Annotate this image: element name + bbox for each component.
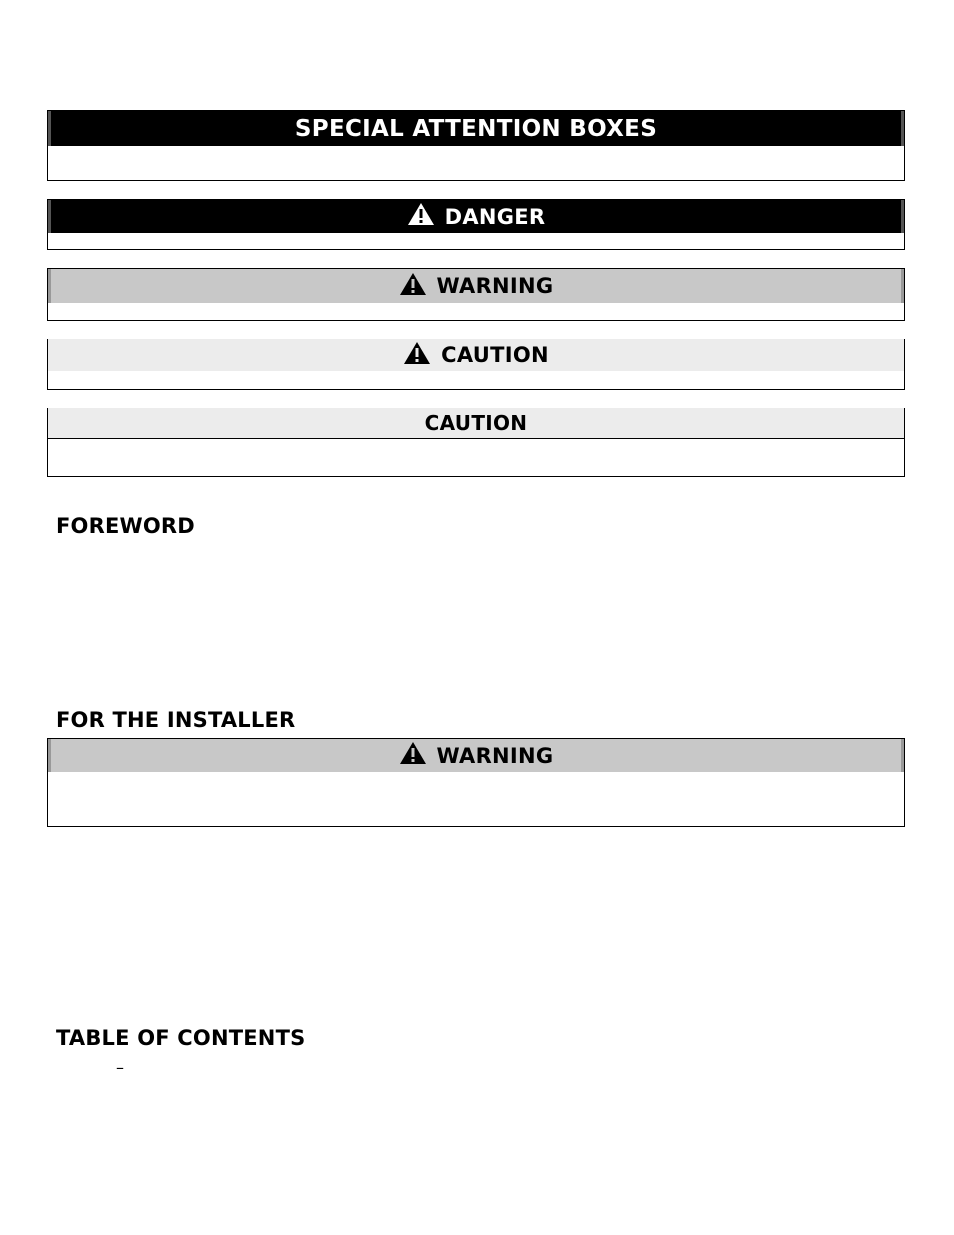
danger-header — [48, 200, 904, 233]
caution-plain-header — [48, 408, 904, 439]
warning-title: WARNING — [436, 274, 554, 298]
special-attention-box — [47, 110, 905, 181]
caution-title: CAUTION — [441, 343, 549, 367]
special-attention-title: SPECIAL ATTENTION BOXES — [294, 115, 658, 142]
danger-box — [47, 199, 905, 250]
warning-triangle-icon — [403, 341, 431, 370]
caution-box — [47, 339, 905, 390]
installer-heading: FOR THE INSTALLER — [56, 708, 296, 732]
caution-plain-title: CAUTION — [424, 411, 528, 435]
installer-warning-box — [47, 738, 905, 827]
installer-warning-title: WARNING — [436, 743, 554, 768]
foreword-heading: FOREWORD — [56, 514, 195, 538]
caution-header — [48, 339, 904, 371]
caution-plain-box — [47, 408, 905, 477]
warning-triangle-icon — [399, 272, 427, 301]
danger-title: DANGER — [444, 204, 546, 229]
special-attention-header — [48, 111, 904, 146]
warning-triangle-icon — [399, 741, 427, 770]
warning-box — [47, 268, 905, 321]
warning-header — [48, 269, 904, 303]
installer-warning-header — [48, 739, 904, 772]
warning-triangle-icon — [407, 202, 435, 231]
toc-heading: TABLE OF CONTENTS — [56, 1026, 306, 1050]
toc-dash: – — [116, 1058, 124, 1077]
